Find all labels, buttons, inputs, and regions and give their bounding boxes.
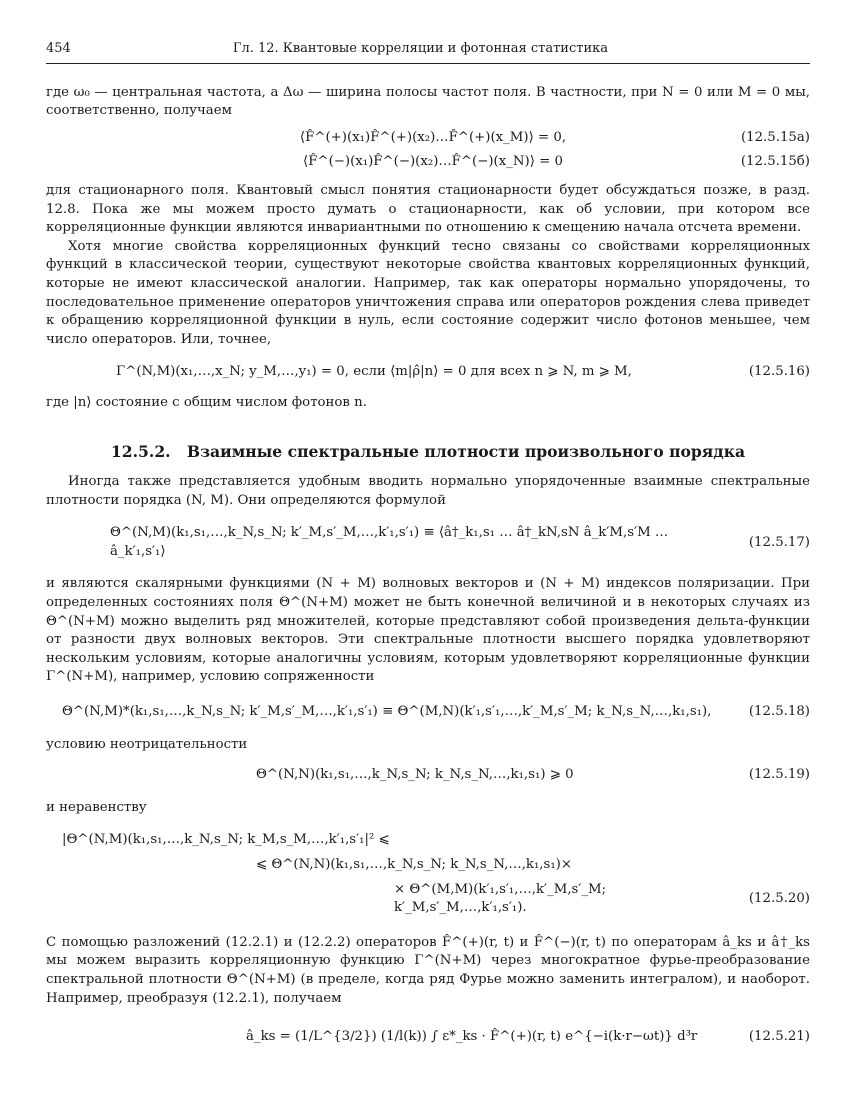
page-header [46, 40, 810, 64]
equation-number: (12.5.20) [748, 890, 810, 906]
equation-number: (12.5.15б) [740, 154, 810, 170]
equation-12-5-15b [46, 153, 810, 172]
equation-body: Θ^(N,N)(k₁,s₁,…,k_N,s_N; k_N,s_N,…,k₁,s₁) ⩾ 0 [256, 767, 574, 783]
equation-12-5-16 [46, 363, 810, 382]
running-title: Гл. 12. Квантовые корреляции и фотонная статистика [232, 41, 608, 56]
equation-body: Γ^(N,M)(x₁,…,x_N; y_M,…,y₁) = 0, если ⟨m|ρ̂|n⟩ = 0 для всех n ⩾ N, m ⩾ M, [116, 364, 632, 380]
equation-body: â_ks = (1/L^{3/2}) (1/l(k)) ∫ ε*_ks · F̂^(+)(r, t) e^{−i(k·r−ωt)} d³r [246, 1029, 698, 1045]
equation-number: (12.5.21) [748, 1029, 810, 1045]
equation-number: (12.5.19) [748, 767, 810, 783]
equation-line-2: ⩽ Θ^(N,N)(k₁,s₁,…,k_N,s_N; k_N,s_N,…,k₁,s₁)× [256, 857, 573, 872]
section-title: Взаимные спектральные плотности произвольного порядка [186, 441, 746, 461]
page [46, 40, 810, 1047]
equation-body: ⟨F̂^(+)(x₁)F̂^(+)(x₂)…F̂^(+)(x_M)⟩ = 0, [299, 129, 567, 145]
equation-12-5-20 [46, 831, 810, 917]
equation-line-1: |Θ^(N,M)(k₁,s₁,…,k_N,s_N; k_M,s_M,…,k′₁,s′₁|² ⩽ [62, 832, 390, 848]
section-number: 12.5.2. [110, 441, 171, 461]
equation-body: ⟨F̂^(−)(x₁)F̂^(−)(x₂)…F̂^(−)(x_N)⟩ = 0 [303, 154, 563, 170]
paragraph-9: С помощью разложений (12.2.1) и (12.2.2) операторов F̂^(+)(r, t) и F̂^(−)(r, t) по операторам â_ks и â†_ks мы можем выразить корреляционную функцию Γ^(N+M) через многократное фурье-преобразование спектральной плотности Θ^(N+M) (в пределе, когда ряд Фурье можно заменить интегралом), и наоборот. Например, преобразуя (12.2.1), получаем [46, 934, 810, 1006]
paragraph-8: и неравенству [46, 799, 147, 815]
equation-line-3: × Θ^(M,M)(k′₁,s′₁,…,k′_M,s′_M; k′_M,s′_M,…,k′₁,s′₁). [394, 881, 607, 916]
equation-12-5-17 [46, 524, 810, 561]
equation-number: (12.5.17) [748, 534, 810, 550]
equation-number: (12.5.15а) [740, 129, 810, 145]
section-heading [46, 443, 810, 462]
page-number: 454 [46, 41, 71, 56]
equation-number: (12.5.18) [748, 704, 810, 720]
equation-12-5-21 [46, 1028, 810, 1047]
equation-12-5-15a [46, 129, 810, 148]
paragraph-3: Хотя многие свойства корреляционных функций тесно связаны со свойствами корреляционных функций в классической теории, существуют некоторые свойства квантовых корреляционных функций, которые не имеют классической аналогии. Например, так как операторы нормально упорядочены, то последовательное применение операторов уничтожения справа или операторов рождения слева приведет к обращению корреляционной функции в нуль, если состояние содержит число фотонов меньшее, чем число операторов. Или, точнее, [46, 238, 810, 347]
equation-12-5-18 [46, 703, 810, 722]
paragraph-7: условию неотрицательности [46, 736, 248, 752]
equation-number: (12.5.16) [748, 364, 810, 380]
paragraph-1: где ω₀ — центральная частота, а Δω — ширина полосы частот поля. В частности, при N = 0 или M = 0 мы, соответственно, получаем [46, 84, 810, 119]
paragraph-5: Иногда также представляется удобным вводить нормально упорядоченные взаимные спектральные плотности порядка (N, M). Они определяются формулой [46, 474, 810, 508]
paragraph-6: и являются скалярными функциями (N + M) волновых векторов и (N + M) индексов поляризации. При определенных состояниях поля Θ^(N+M) может не быть конечной величиной и в некоторых случаях из Θ^(N+M) можно выделить ряд множителей, которые представляют собой произведения дельта-функции от разности двух волновых векторов. Эти спектральные плотности высшего порядка удовлетворяют нескольким условиям, которые аналогичны условиям, которым удовлетворяют корреляционные функции Γ^(N+M), например, условию сопряженности [46, 576, 810, 685]
paragraph-2: для стационарного поля. Квантовый смысл понятия стационарности будет обсуждаться позже, в разд. 12.8. Пока же мы можем просто думать о стационарности, как об условии, при котором все корреляционные функции являются инвариантными по отношению к смещению начала отсчета времени. [46, 182, 810, 236]
equation-12-5-19 [46, 766, 810, 785]
equation-body: Θ^(N,M)(k₁,s₁,…,k_N,s_N; k′_M,s′_M,…,k′₁,s′₁) ≡ ⟨â†_k₁,s₁ … â†_kN,sN â_k′M,s′M … â_k′₁,s′₁⟩ [110, 525, 669, 559]
paragraph-4: где |n⟩ состояние с общим числом фотонов n. [46, 394, 367, 410]
equation-body: Θ^(N,M)*(k₁,s₁,…,k_N,s_N; k′_M,s′_M,…,k′₁,s′₁) ≡ Θ^(M,N)(k′₁,s′₁,…,k′_M,s′_M; k_N,s_N,…,k₁,s₁), [62, 704, 712, 720]
equation-line-3-row [46, 881, 810, 918]
